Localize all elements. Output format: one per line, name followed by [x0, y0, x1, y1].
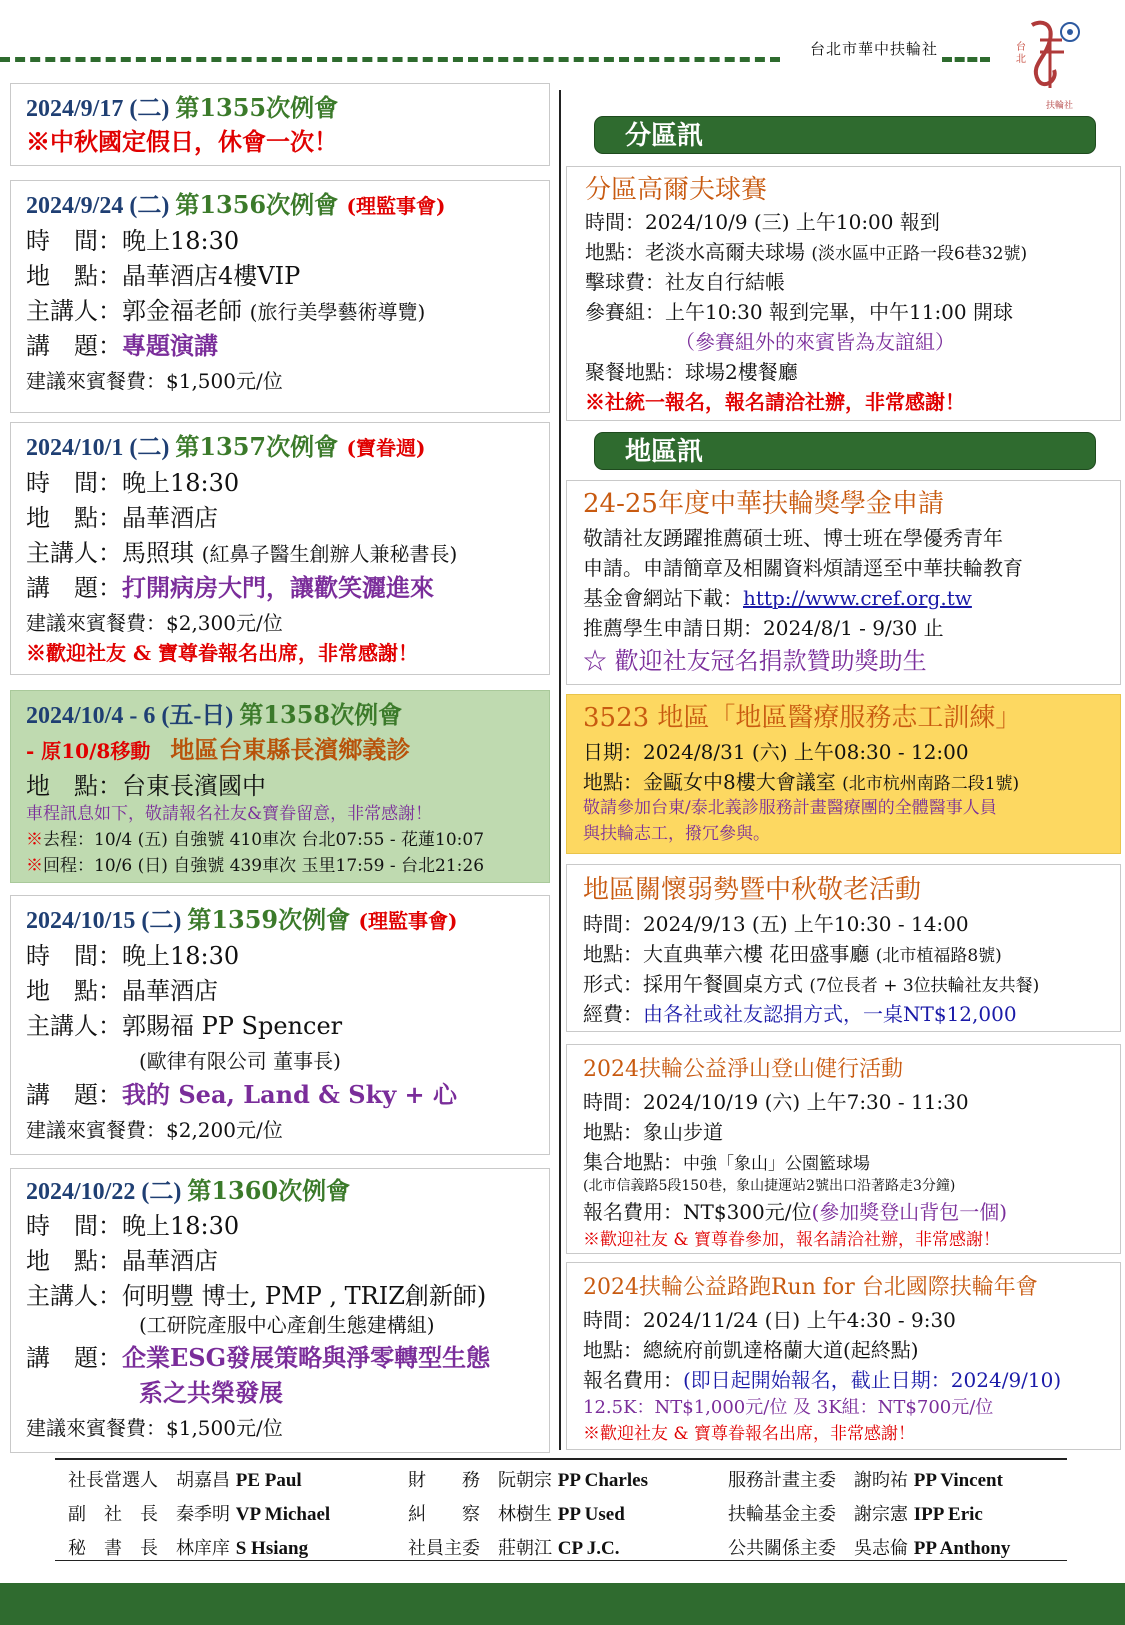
- officer-c1-1: [68, 1500, 330, 1526]
- hiking-card: [566, 1044, 1121, 1254]
- meeting-session: 第1358次例會: [239, 700, 403, 729]
- meeting-1356-card: [10, 180, 550, 413]
- officer-role: 糾 察 林樹生: [408, 1504, 558, 1525]
- meeting-session: 第1359次例會: [187, 905, 359, 934]
- meeting-session: 第1357次例會: [175, 432, 347, 461]
- field-label: 時間：: [585, 210, 645, 234]
- field-label: 地點：: [583, 1338, 643, 1362]
- field-label: 建議來賓餐費：: [26, 1416, 166, 1440]
- field-value: 老淡水高爾夫球場: [645, 240, 812, 264]
- field-value: 晶華酒店4樓VIP: [122, 262, 301, 290]
- meeting-date: 2024/10/1 (二): [26, 435, 176, 461]
- meeting-1357-place: [26, 501, 218, 535]
- field-value: 2024/10/9 (三) 上午10:00 報到: [645, 210, 940, 234]
- officer-name: IPP Eric: [913, 1504, 983, 1525]
- meeting-1360-speaker: [26, 1279, 486, 1313]
- field-value: $2,300元/位: [166, 611, 283, 635]
- field-label: 講 題：: [26, 332, 122, 360]
- meeting-1359-place: [26, 974, 218, 1008]
- field-label: 地點：: [585, 240, 645, 264]
- field-label: 建議來賓餐費：: [26, 611, 166, 635]
- officer-role: 財 務 阮朝宗: [408, 1470, 558, 1491]
- field-label: 擊球費：: [585, 270, 665, 294]
- hike-meet-note: (北市信義路5段150巷，象山捷運站2號出口沿著路走3分鐘): [583, 1178, 956, 1194]
- medical-date: [583, 737, 969, 767]
- hike-note: ※歡迎社友 & 寶尊眷參加，報名請洽社辦，非常感謝！: [583, 1230, 1000, 1250]
- officer-role: 社長當選人 胡嘉昌: [68, 1470, 236, 1491]
- field-value: 金甌女中8樓大會議室: [643, 770, 843, 794]
- meeting-1358-go: [26, 827, 484, 853]
- field-label: 時 間：: [26, 942, 122, 970]
- field-note: (旅行美學藝術導覽): [249, 300, 426, 324]
- field-label: 地 點：: [26, 977, 122, 1005]
- meeting-event: 地區台東縣長濱鄉義診: [170, 735, 411, 764]
- field-value: 台東長濱國中: [122, 772, 266, 800]
- elder-form: [583, 969, 1039, 1001]
- meeting-session: 第1355次例會: [175, 93, 339, 122]
- hike-place: [583, 1117, 723, 1147]
- meeting-1360-heading: [26, 1174, 350, 1209]
- scholarship-title: 24-25年度中華扶輪獎學金申請: [583, 489, 944, 519]
- officer-c3-1: [728, 1500, 983, 1526]
- field-value: 打開病房大門，讓歡笑灑進來: [122, 573, 434, 602]
- field-label: 講 題：: [26, 1344, 122, 1372]
- meeting-1359-topic: [26, 1078, 457, 1112]
- meeting-1356-place: [26, 259, 300, 293]
- officer-role: 服務計畫主委 謝昀祐: [728, 1470, 914, 1491]
- field-label: 建議來賓餐費：: [26, 1118, 166, 1142]
- field-value: 何明豐 博士, PMP , TRIZ創新師): [122, 1282, 487, 1310]
- golf-title: 分區高爾夫球賽: [585, 175, 768, 205]
- meeting-1359-heading: [26, 903, 457, 938]
- meeting-1360-place: [26, 1244, 218, 1278]
- meeting-1359-speaker: [26, 1009, 342, 1043]
- org-name: 台北市華中扶輪社: [810, 40, 939, 58]
- meeting-1357-time: [26, 466, 239, 500]
- run-title: 2024扶輪公益路跑Run for 台北國際扶輪年會: [583, 1275, 1038, 1300]
- field-label: 地 點：: [26, 1247, 122, 1275]
- meeting-1360-topic: [26, 1341, 490, 1375]
- run-fee: [583, 1365, 1061, 1395]
- field-label: 時間：: [583, 1308, 643, 1332]
- footer-green-bar: [0, 1583, 1125, 1625]
- elder-title: 地區關懷弱勢暨中秋敬老活動: [583, 875, 922, 905]
- meeting-tag: (理監事會): [346, 194, 446, 218]
- field-label: 主講人：: [26, 297, 122, 325]
- officer-role: 公共關係主委 吳志倫: [728, 1538, 914, 1559]
- officer-name: VP Michael: [235, 1504, 331, 1525]
- field-label: 主講人：: [26, 1012, 122, 1040]
- run-card: [566, 1262, 1121, 1450]
- field-value: NT$300元/位: [683, 1200, 812, 1224]
- field-label: 時間：: [583, 1090, 643, 1114]
- officer-c1-0: [68, 1466, 302, 1492]
- scholarship-line-4: 推薦學生申請日期：2024/8/1 - 9/30 止: [583, 616, 944, 640]
- field-value: 採用午餐圓桌方式: [643, 972, 810, 996]
- header-dashed-line-left: [0, 57, 780, 62]
- section-tab-district-area: 分區訊: [594, 116, 1096, 154]
- golf-card: [566, 166, 1121, 421]
- section-tab-district: 地區訊: [594, 432, 1096, 470]
- field-value: 上午10:30 報到完畢，中午11:00 開球: [665, 300, 1013, 324]
- golf-meal: [585, 357, 798, 387]
- meeting-1359-speaker-note: (歐律有限公司 董事長): [139, 1049, 341, 1073]
- field-value: 郭賜福 PP Spencer: [122, 1012, 343, 1040]
- cref-link[interactable]: http://www.cref.org.tw: [743, 586, 972, 610]
- field-value: 2024/9/13 (五) 上午10:30 - 14:00: [643, 912, 969, 936]
- golf-group-note: （參賽組外的來賓皆為友誼組）: [675, 330, 955, 354]
- svg-text:台: 台: [1016, 42, 1026, 53]
- meeting-1360-fee: [26, 1411, 283, 1445]
- field-value: 晶華酒店: [122, 977, 218, 1005]
- field-value: 專題演講: [122, 331, 218, 360]
- field-value: 球場2樓餐廳: [685, 360, 798, 384]
- officer-name: PE Paul: [235, 1470, 302, 1491]
- meeting-1360-time: [26, 1209, 239, 1243]
- meeting-1355-heading: [26, 91, 338, 126]
- officer-c3-2: [728, 1534, 1010, 1560]
- run-fee-2: 12.5K：NT$1,000元/位 及 3K組：NT$700元/位: [583, 1397, 994, 1418]
- field-value: 中強「象山」公園籃球場: [683, 1154, 870, 1174]
- scholarship-line-5: ☆ 歡迎社友冠名捐款贊助獎助生: [583, 647, 927, 675]
- field-label: 報名費用：: [583, 1368, 683, 1392]
- field-value: $2,200元/位: [166, 1118, 283, 1142]
- field-value: 2024/10/19 (六) 上午7:30 - 11:30: [643, 1090, 969, 1114]
- field-label: 地點：: [583, 1120, 643, 1144]
- field-label: 地點：: [583, 770, 643, 794]
- field-value: 晚上18:30: [122, 942, 240, 970]
- field-value: 總統府前凱達格蘭大道(起終點): [643, 1338, 919, 1362]
- meeting-1356-fee: [26, 364, 283, 398]
- field-label: 主講人：: [26, 1282, 122, 1310]
- meeting-1360-speaker-note: (工研院產服中心產創生態建構組): [139, 1313, 435, 1337]
- header-dashed-line-right: [942, 57, 990, 62]
- field-value: 2024/8/31 (六) 上午08:30 - 12:00: [643, 740, 969, 764]
- meeting-1359-card: [10, 895, 550, 1155]
- meeting-1357-card: [10, 422, 550, 675]
- elder-time: [583, 909, 969, 939]
- meeting-moved: - 原10/8移動: [26, 739, 171, 763]
- elder-care-card: [566, 864, 1121, 1032]
- officer-role: 秘 書 長 林庠庠: [68, 1538, 236, 1559]
- field-label: 報名費用：: [583, 1200, 683, 1224]
- meeting-date: 2024/10/4 - 6 (五-日): [26, 703, 240, 729]
- note-text: 回程：10/6 (日) 自強號 439車次 玉里17:59 - 台北21:26: [43, 856, 485, 876]
- field-label: 講 題：: [26, 1081, 122, 1109]
- meeting-1357-speaker: [26, 536, 457, 571]
- field-label: 日期：: [583, 740, 643, 764]
- field-note: (淡水區中正路一段6巷32號): [811, 244, 1028, 264]
- field-label: 時 間：: [26, 227, 122, 255]
- field-label: 地點：: [583, 942, 643, 966]
- field-label: 地 點：: [26, 772, 122, 800]
- elder-fee: [583, 999, 1017, 1029]
- meeting-1358-back: [26, 853, 484, 879]
- field-value: 由各社或社友認捐方式，一桌NT$12,000: [643, 1002, 1017, 1026]
- field-label: 時 間：: [26, 1212, 122, 1240]
- svg-text:扶輪社: 扶輪社: [1046, 101, 1074, 111]
- meeting-1355-card: [10, 83, 550, 166]
- medical-note-1: 敬請參加台東/泰北義診服務計畫醫療團的全體醫事人員: [583, 798, 997, 818]
- scholarship-line-1: 敬請社友踴躍推薦碩士班、博士班在學優秀青年: [583, 526, 1003, 550]
- field-value: 我的 Sea, Land & Sky + 心: [122, 1080, 457, 1109]
- meeting-date: 2024/9/17 (二): [26, 96, 176, 122]
- field-value: 晚上18:30: [122, 1212, 240, 1240]
- medical-title: 3523 地區「地區醫療服務志工訓練」: [583, 703, 1022, 733]
- meeting-1358-card: [10, 690, 550, 883]
- meeting-1357-heading: [26, 430, 425, 465]
- meeting-1359-fee: [26, 1113, 283, 1147]
- scholarship-card: [566, 480, 1121, 685]
- field-label: 時 間：: [26, 469, 122, 497]
- field-label: 集合地點：: [583, 1150, 683, 1174]
- field-value: 晶華酒店: [122, 1247, 218, 1275]
- field-value: (即日起開始報名，截止日期：2024/9/10): [683, 1368, 1062, 1392]
- meeting-1358-event: [26, 733, 410, 768]
- svg-text:北: 北: [1016, 54, 1026, 65]
- scholarship-line-3: [583, 583, 972, 613]
- officer-role: 扶輪基金主委 謝宗憲: [728, 1504, 914, 1525]
- hike-fee: [583, 1197, 1007, 1227]
- meeting-date: 2024/9/24 (二): [26, 193, 176, 219]
- officer-c2-0: [408, 1466, 648, 1492]
- field-note: (紅鼻子醫生創辦人兼秘書長): [201, 542, 458, 566]
- meeting-1359-time: [26, 939, 239, 973]
- hike-time: [583, 1087, 969, 1117]
- meeting-1358-heading: [26, 698, 402, 733]
- field-label: 時間：: [583, 912, 643, 936]
- meeting-session: 第1360次例會: [187, 1176, 351, 1205]
- meeting-1355-note: ※中秋國定假日，休會一次！: [26, 127, 338, 156]
- meeting-1356-topic: [26, 329, 218, 363]
- field-label: 地 點：: [26, 262, 122, 290]
- meeting-1358-info: 車程訊息如下，敬請報名社友&寶眷留意，非常感謝！: [26, 804, 433, 824]
- elder-place: [583, 939, 1002, 971]
- golf-time: [585, 207, 940, 237]
- field-note: (7位長者 + 3位扶輪社友共餐): [809, 976, 1040, 996]
- field-label: 建議來賓餐費：: [26, 369, 166, 393]
- meeting-1357-note: ※歡迎社友 & 寶尊眷報名出席，非常感謝！: [26, 641, 418, 665]
- field-note: (北市植福路8號): [875, 946, 1002, 966]
- meeting-1358-place: [26, 769, 266, 803]
- medical-note-2: 與扶輪志工，撥冗參與。: [583, 824, 770, 844]
- field-label: 講 題：: [26, 574, 122, 602]
- field-value: 晶華酒店: [122, 504, 218, 532]
- note-mark: ※: [26, 856, 43, 876]
- meeting-tag: (理監事會): [358, 909, 458, 933]
- field-label: 聚餐地點：: [585, 360, 685, 384]
- field-label: 形式：: [583, 972, 643, 996]
- field-value: 大直典華六樓 花田盛事廳: [643, 942, 876, 966]
- golf-place: [585, 237, 1027, 269]
- run-place: [583, 1335, 919, 1365]
- field-value: 社友自行結帳: [665, 270, 785, 294]
- meeting-date: 2024/10/15 (二): [26, 908, 188, 934]
- note-mark: ※: [26, 830, 43, 850]
- officer-c1-2: [68, 1534, 308, 1560]
- meeting-1360-card: [10, 1168, 550, 1453]
- officer-c2-2: [408, 1534, 619, 1560]
- meeting-1360-topic-cont: 系之共榮發展: [139, 1378, 283, 1407]
- meeting-1356-speaker: [26, 294, 425, 329]
- hike-title: 2024扶輪公益淨山登山健行活動: [583, 1057, 903, 1082]
- officer-role: 副 社 長 秦季明: [68, 1504, 236, 1525]
- note-text: 去程：10/4 (五) 自強號 410車次 台北07:55 - 花蓮10:07: [43, 830, 485, 850]
- meeting-1357-fee: [26, 606, 283, 640]
- meeting-tag: (寶眷週): [346, 436, 426, 460]
- golf-group: [585, 297, 1013, 327]
- field-value: 企業ESG發展策略與淨零轉型生態: [122, 1343, 491, 1372]
- run-note: ※歡迎社友 & 寶尊眷報名出席，非常感謝！: [583, 1424, 915, 1444]
- officer-role: 社員主委 莊朝江: [408, 1538, 558, 1559]
- field-value: $1,500元/位: [166, 1416, 283, 1440]
- meeting-1357-topic: [26, 571, 434, 605]
- field-value: 象山步道: [643, 1120, 723, 1144]
- officer-c2-1: [408, 1500, 625, 1526]
- officer-name: CP J.C.: [557, 1538, 620, 1559]
- medical-training-card: [566, 694, 1121, 854]
- field-value: 晚上18:30: [122, 227, 240, 255]
- golf-fee: [585, 267, 785, 297]
- officer-name: PP Anthony: [913, 1538, 1011, 1559]
- field-note: (北市杭州南路二段1號): [842, 774, 1020, 794]
- meeting-date: 2024/10/22 (二): [26, 1179, 188, 1205]
- field-value: 晚上18:30: [122, 469, 240, 497]
- field-label: 經費：: [583, 1002, 643, 1026]
- field-label: 基金會網站下載：: [583, 586, 743, 610]
- officer-c3-0: [728, 1466, 1003, 1492]
- club-logo-icon: [1010, 10, 1088, 115]
- officer-name: S Hsiang: [235, 1538, 309, 1559]
- run-time: [583, 1305, 956, 1335]
- column-divider: [559, 90, 561, 1450]
- field-value: $1,500元/位: [166, 369, 283, 393]
- meeting-1356-time: [26, 224, 239, 258]
- officer-name: PP Used: [557, 1504, 625, 1525]
- officer-name: PP Charles: [557, 1470, 648, 1491]
- officer-name: PP Vincent: [913, 1470, 1003, 1491]
- field-value: 馬照琪: [122, 539, 202, 567]
- field-label: 主講人：: [26, 539, 122, 567]
- field-note: (參加獎登山背包一個): [811, 1200, 1008, 1224]
- field-label: 地 點：: [26, 504, 122, 532]
- meeting-session: 第1356次例會: [175, 190, 347, 219]
- golf-note: ※社統一報名，報名請洽社辦，非常感謝！: [585, 390, 965, 414]
- field-value: 郭金福老師: [122, 297, 250, 325]
- field-label: 參賽組：: [585, 300, 665, 324]
- meeting-1356-heading: [26, 188, 445, 223]
- field-value: 2024/11/24 (日) 上午4:30 - 9:30: [643, 1308, 956, 1332]
- scholarship-line-2: 申請。申請簡章及相關資料煩請逕至中華扶輪教育: [583, 556, 1023, 580]
